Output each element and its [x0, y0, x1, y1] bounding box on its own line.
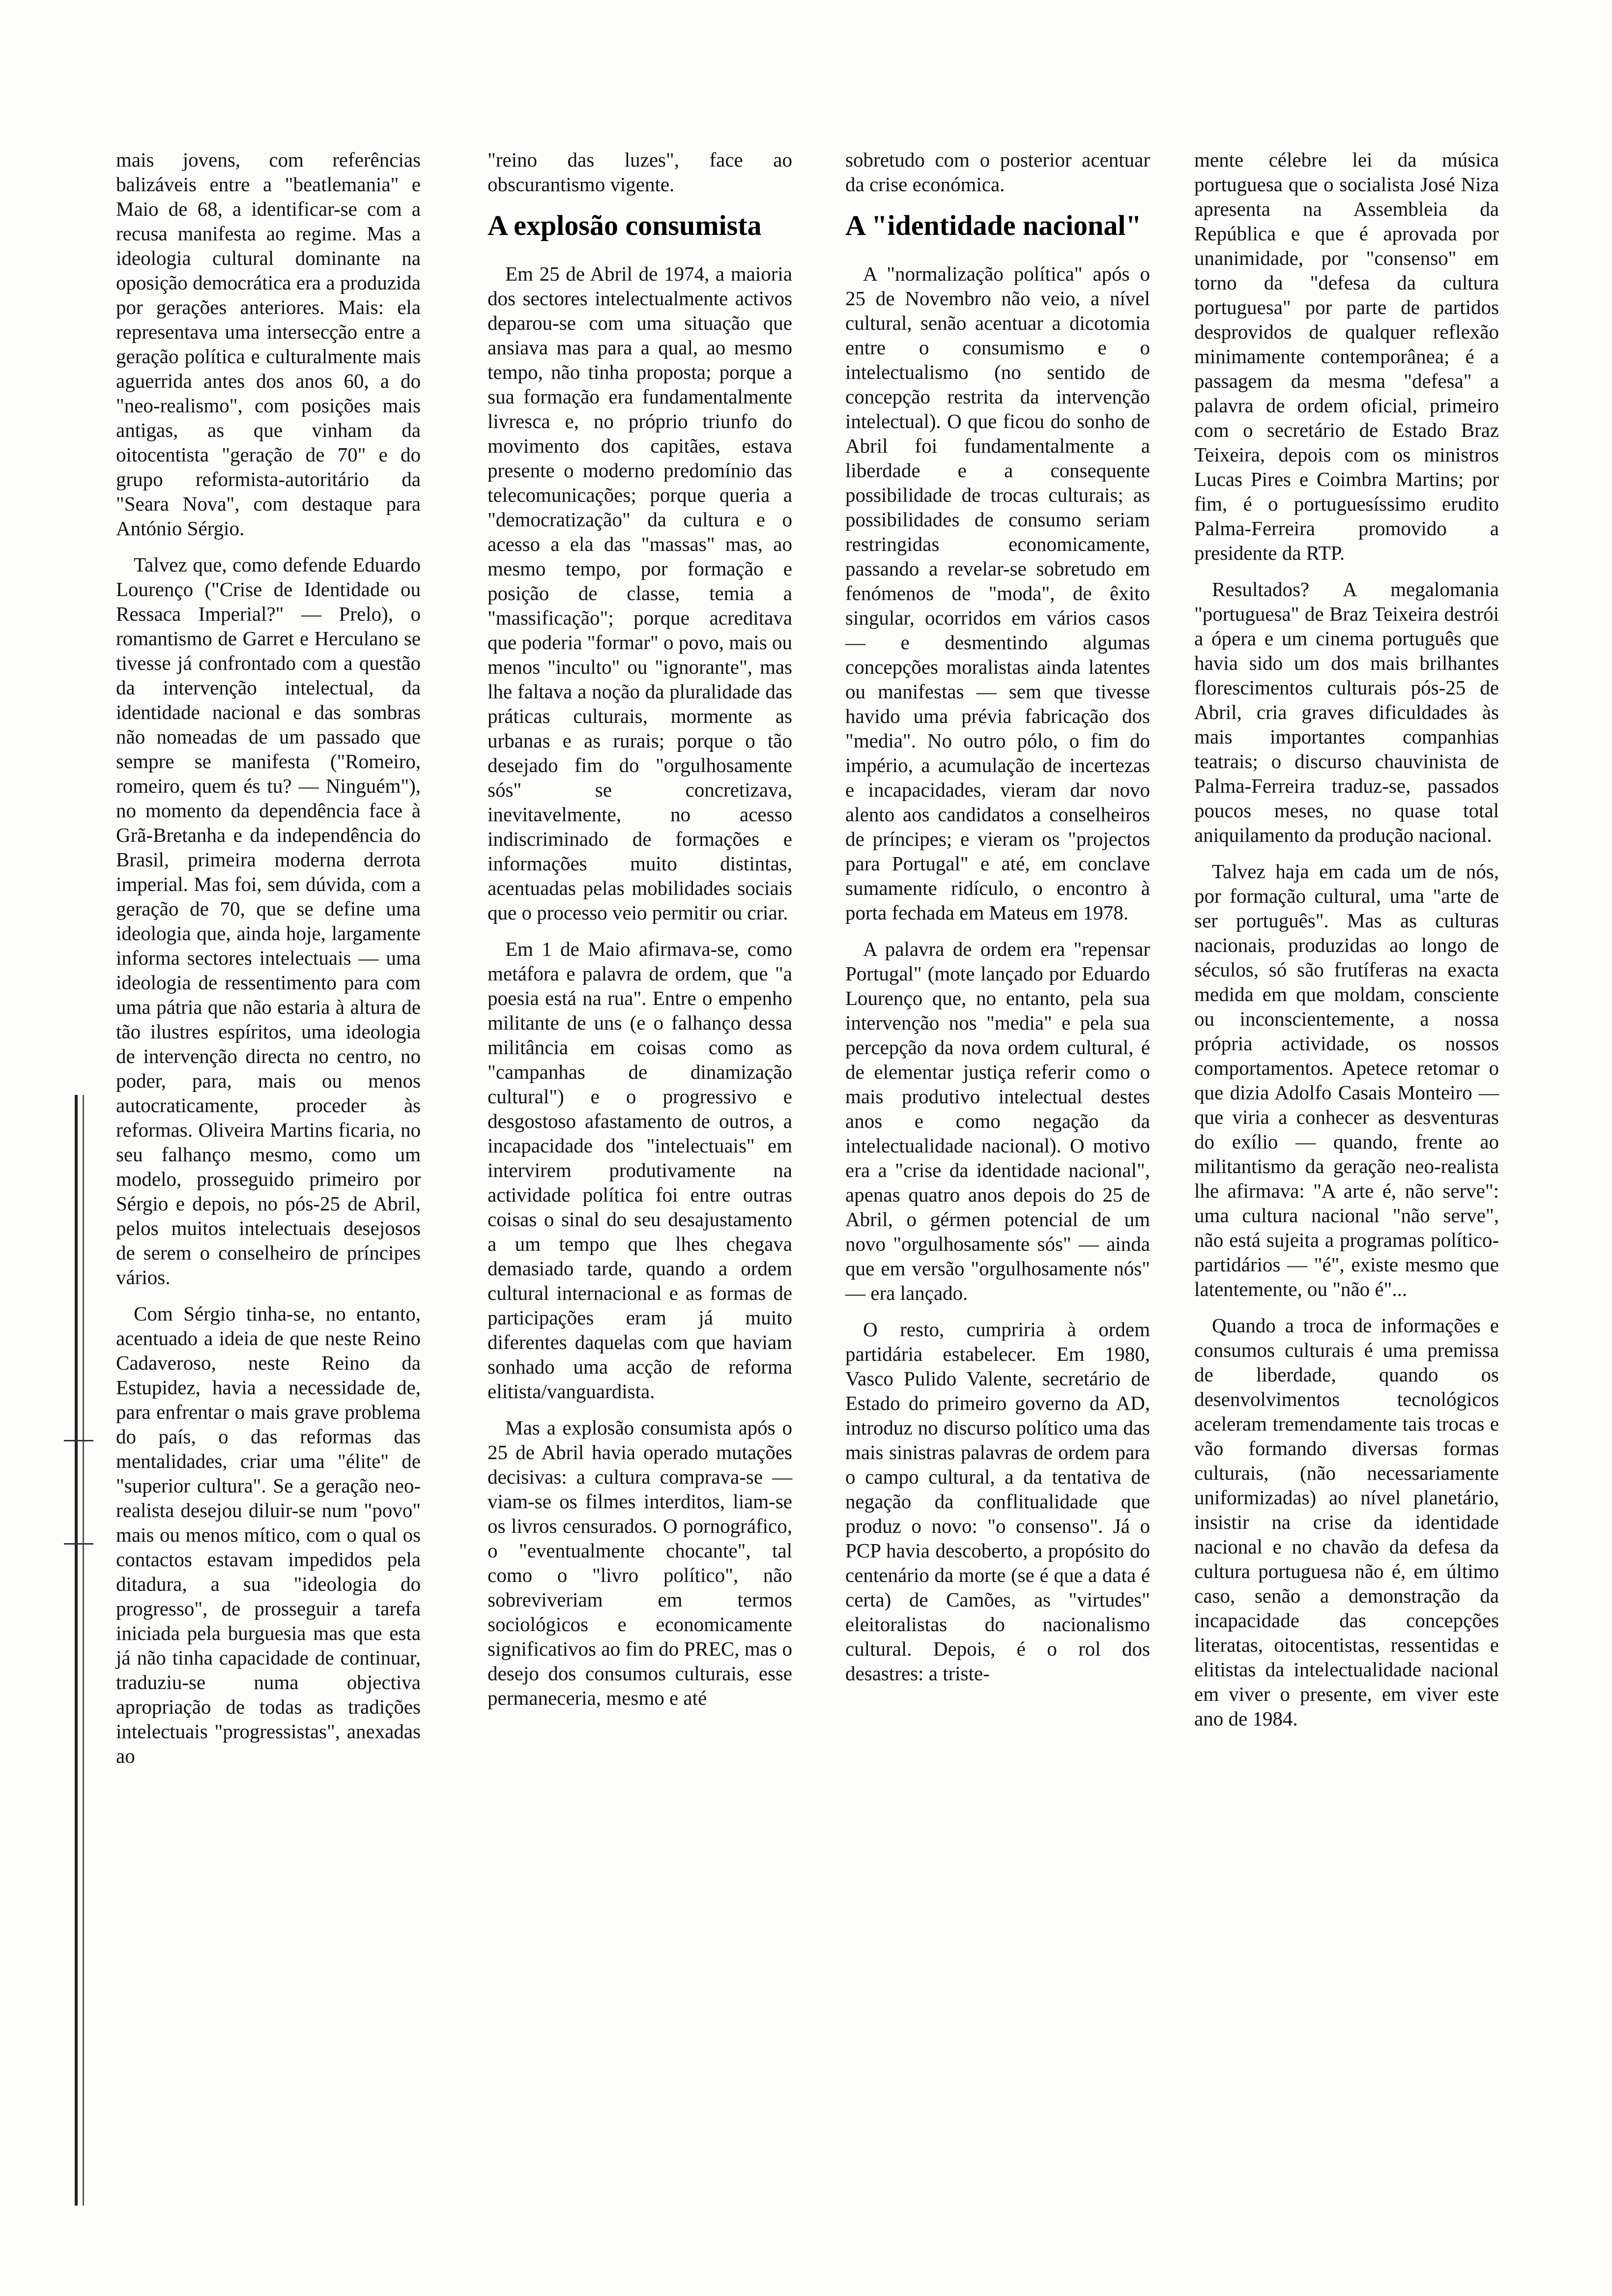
paragraph: Mas a explosão consumista após o 25 de Abril havia operado mutações decisivas: a cultura comprava-se — viam-se os filmes interditos, liam-se os livros censurados. O pornográfico, o "eventualmente chocante", tal como o "livro político", não sobreviveriam em termos sociológicos e economicamente significativos ao fim do PREC, mas o desejo dos consumos culturais, esse permaneceria, mesmo e até — [488, 1416, 792, 1709]
article-column-4 — [1194, 147, 1499, 1743]
paragraph: O resto, cumpriria à ordem partidária estabelecer. Em 1980, Vasco Pulido Valente, secretário de Estado do primeiro governo da AD, introduz no discurso político uma das mais sinistras palavras de ordem para o campo cultural, a da tentativa de negação da conflitualidade que produz o novo: "o consenso". Já o PCP havia descoberto, a propósito do centenário da morte (se é que a data é certa) de Camões, as "virtudes" eleitoralistas do nacionalismo cultural. Depois, é o rol dos desastres: a triste- — [845, 1318, 1150, 1685]
paragraph: Talvez haja em cada um de nós, por formação cultural, uma "arte de ser português". Mas as culturas nacionais, produzidas ao longo de séculos, só são frutíferas na exacta medida em que moldam, consciente ou inconscientemente, a nossa própria actividade, os nossos comportamentos. Apetece retomar o que dizia Adolfo Casais Monteiro — que viria a conhecer as desventuras do exílio — quando, frente ao militantismo da geração neo-realista lhe afirmava: "A arte é, não serve": uma cultura nacional "não serve", não está sujeita a programas político-partidários — "é", existe mesmo que latentemente, ou "não é"... — [1194, 860, 1499, 1300]
paragraph-lead: sobretudo com o posterior acentuar da crise económica. — [845, 148, 1150, 196]
margin-tick — [64, 1440, 93, 1441]
article-column-1 — [116, 147, 421, 1780]
paragraph: mais jovens, com referências balizáveis entre a "beatlemania" e Maio de 68, a identificar-se com a recusa manifesta ao regime. Mas a ideologia cultural dominante na oposição democrática era a produzida por gerações anteriores. Mais: ela representava uma intersecção entre a geração política e culturalmente mais aguerrida antes dos anos 60, a do "neo-realismo", com posições mais antigas, as que vinham da oitocentista "geração de 70" e do grupo reformista-autoritário da "Seara Nova", com destaque para António Sérgio. — [116, 148, 421, 540]
paragraph: Em 1 de Maio afirmava-se, como metáfora e palavra de ordem, que "a poesia está na rua". Entre o empenho militante de uns (e o falhanço dessa militância em coisas como as "campanhas de dinamização cultural") e o progressivo e desgostoso afastamento de outros, a incapacidade dos "intelectuais" em intervirem produtivamente na actividade política foi entre outras coisas o sinal do seu desajustamento a um tempo que lhes chegava demasiado tarde, quando a ordem cultural internacional e as formas de participações eram já muito diferentes daquelas com que haviam sonhado uma acção de reforma elitista/vanguardista. — [488, 938, 792, 1403]
paragraph: Com Sérgio tinha-se, no entanto, acentuado a ideia de que neste Reino Cadaveroso, neste Reino da Estupidez, havia a necessidade de, para enfrentar o mais grave problema do país, o das reformas das mentalidades, criar uma "élite" de "superior cultura". Se a geração neo-realista desejou diluir-se num "povo" mais ou menos mítico, com o qual os contactos estavam impedidos pela ditadura, a sua "ideologia do progresso", de prosseguir a tarefa iniciada pela burguesia mas que esta já não tinha capacidade de continuar, traduziu-se numa objectiva apropriação de todas as tradições intelectuais "progressistas", anexadas ao — [116, 1302, 421, 1767]
article-column-3 — [845, 147, 1150, 1697]
paragraph: Em 25 de Abril de 1974, a maioria dos sectores intelectualmente activos deparou-se com uma situação que ansiava mas para a qual, ao mesmo tempo, não tinha proposta; porque a sua formação era fundamentalmente livresca e, no próprio triunfo do movimento dos capitães, estava presente o moderno predomínio das telecomunicações; porque queria a "democratização" da cultura e o acesso a ela das "massas" mas, ao mesmo tempo, por formação e posição de classe, temia a "massificação"; porque acreditava que poderia "formar" o povo, mais ou menos "inculto" ou "ignorante", mas lhe faltava a noção da pluralidade das práticas culturais, mormente as urbanas e as rurais; porque o tão desejado fim do "orgulhosamente sós" se concretizava, inevitavelmente, no acesso indiscriminado de formações e informações muito distintas, acentuadas pelas mobilidades sociais que o processo veio permitir ou criar. — [488, 262, 792, 924]
paragraph: mente célebre lei da música portuguesa que o socialista José Niza apresenta na Assembleia da República e que é aprovada por unanimidade, por "consenso" em torno da "defesa da cultura portuguesa" por parte de partidos desprovidos de qualquer reflexão minimamente contemporânea; é a passagem da mesma "defesa" a palavra de ordem oficial, primeiro com o secretário de Estado Braz Teixeira, depois com os ministros Lucas Pires e Coimbra Martins; por fim, é o portuguesíssimo erudito Palma-Ferreira promovido a presidente da RTP. — [1194, 148, 1499, 564]
paragraph: A palavra de ordem era "repensar Portugal" (mote lançado por Eduardo Lourenço que, no entanto, pela sua intervenção nos "media" e pela sua percepção da nova ordem cultural, é de elementar justiça referir como o mais produtivo intelectual destes anos e como negação da intelectualidade nacional). O motivo era a "crise da identidade nacional", apenas quatro anos depois do 25 de Abril, o gérmen potencial de um novo "orgulhosamente sós" — ainda que em versão "orgulhosamente nós" — era lançado. — [845, 938, 1150, 1304]
paragraph: Quando a troca de informações e consumos culturais é uma premissa de liberdade, quando os desenvolvimentos tecnológicos aceleram tremendamente tais trocas e vão formando diversas formas culturais, (não necessariamente uniformizadas) ao nível planetário, insistir na crise da identidade nacional e no chavão da defesa da cultura portuguesa não é, em último caso, senão a demonstração da incapacidade das concepções literatas, oitocentistas, ressentidas e elitistas da intelectualidade nacional em viver o presente, em viver este ano de 1984. — [1194, 1314, 1499, 1730]
margin-tick — [64, 1543, 93, 1545]
section-heading: A "identidade nacional" — [845, 209, 1142, 241]
article-column-2 — [488, 147, 792, 1722]
margin-rule-inner — [83, 1095, 84, 2206]
margin-rule — [75, 1095, 78, 2206]
paragraph: A "normalização política" após o 25 de Novembro não veio, a nível cultural, senão acentuar a dicotomia entre o consumismo e o intelectualismo (no sentido de concepção restrita da intervenção intelectual). O que ficou do sonho de Abril foi fundamentalmente a liberdade e a consequente possibilidade de trocas culturais; as possibilidades de consumo seriam restringidas economicamente, passando a revelar-se sobretudo em fenómenos de "moda", de êxito singular, ocorridos em vários casos — e desmentindo algumas concepções moralistas ainda latentes ou manifestas — sem que tivesse havido uma prévia fabricação dos "media". No outro pólo, o fim do império, a acumulação de incertezas e incapacidades, vieram dar novo alento aos candidatos a conselheiros de príncipes; e vieram os "projectos para Portugal" e até, em conclave sumamente ridículo, o encontro à porta fechada em Mateus em 1978. — [845, 262, 1150, 924]
paragraph: Talvez que, como defende Eduardo Lourenço ("Crise de Identidade ou Ressaca Imperial?" — Prelo), o romantismo de Garret e Herculano se tivesse já confrontado com a questão da intervenção intelectual, da identidade nacional e das sombras não nomeadas de um passado que sempre se manifesta ("Romeiro, romeiro, quem és tu? — Ninguém"), no momento da dependência face à Grã-Bretanha e da independência do Brasil, primeira moderna derrota imperial. Mas foi, sem dúvida, com a geração de 70, que se define uma ideologia que, ainda hoje, largamente informa sectores intelectuais — uma ideologia de ressentimento para com uma pátria que não estaria à altura de tão ilustres espíritos, uma ideologia de intervenção directa no centro, no poder, para, mais ou menos autocraticamente, proceder às reformas. Oliveira Martins ficaria, no seu falhanço mesmo, como um modelo, prosseguido primeiro por Sérgio e depois, no pós-25 de Abril, pelos muitos intelectuais desejosos de serem o conselheiro de príncipes vários. — [116, 553, 421, 1289]
paragraph: Resultados? A megalomania "portuguesa" de Braz Teixeira destrói a ópera e um cinema português que havia sido um dos mais brilhantes florescimentos culturais pós-25 de Abril, cria graves dificuldades às mais importantes companhias teatrais; o discurso chauvinista de Palma-Ferreira traduz-se, passados poucos meses, no quase total aniquilamento da produção nacional. — [1194, 578, 1499, 846]
section-heading: A explosão consumista — [488, 209, 762, 241]
paragraph-lead: "reino das luzes", face ao obscurantismo vigente. — [488, 148, 792, 196]
